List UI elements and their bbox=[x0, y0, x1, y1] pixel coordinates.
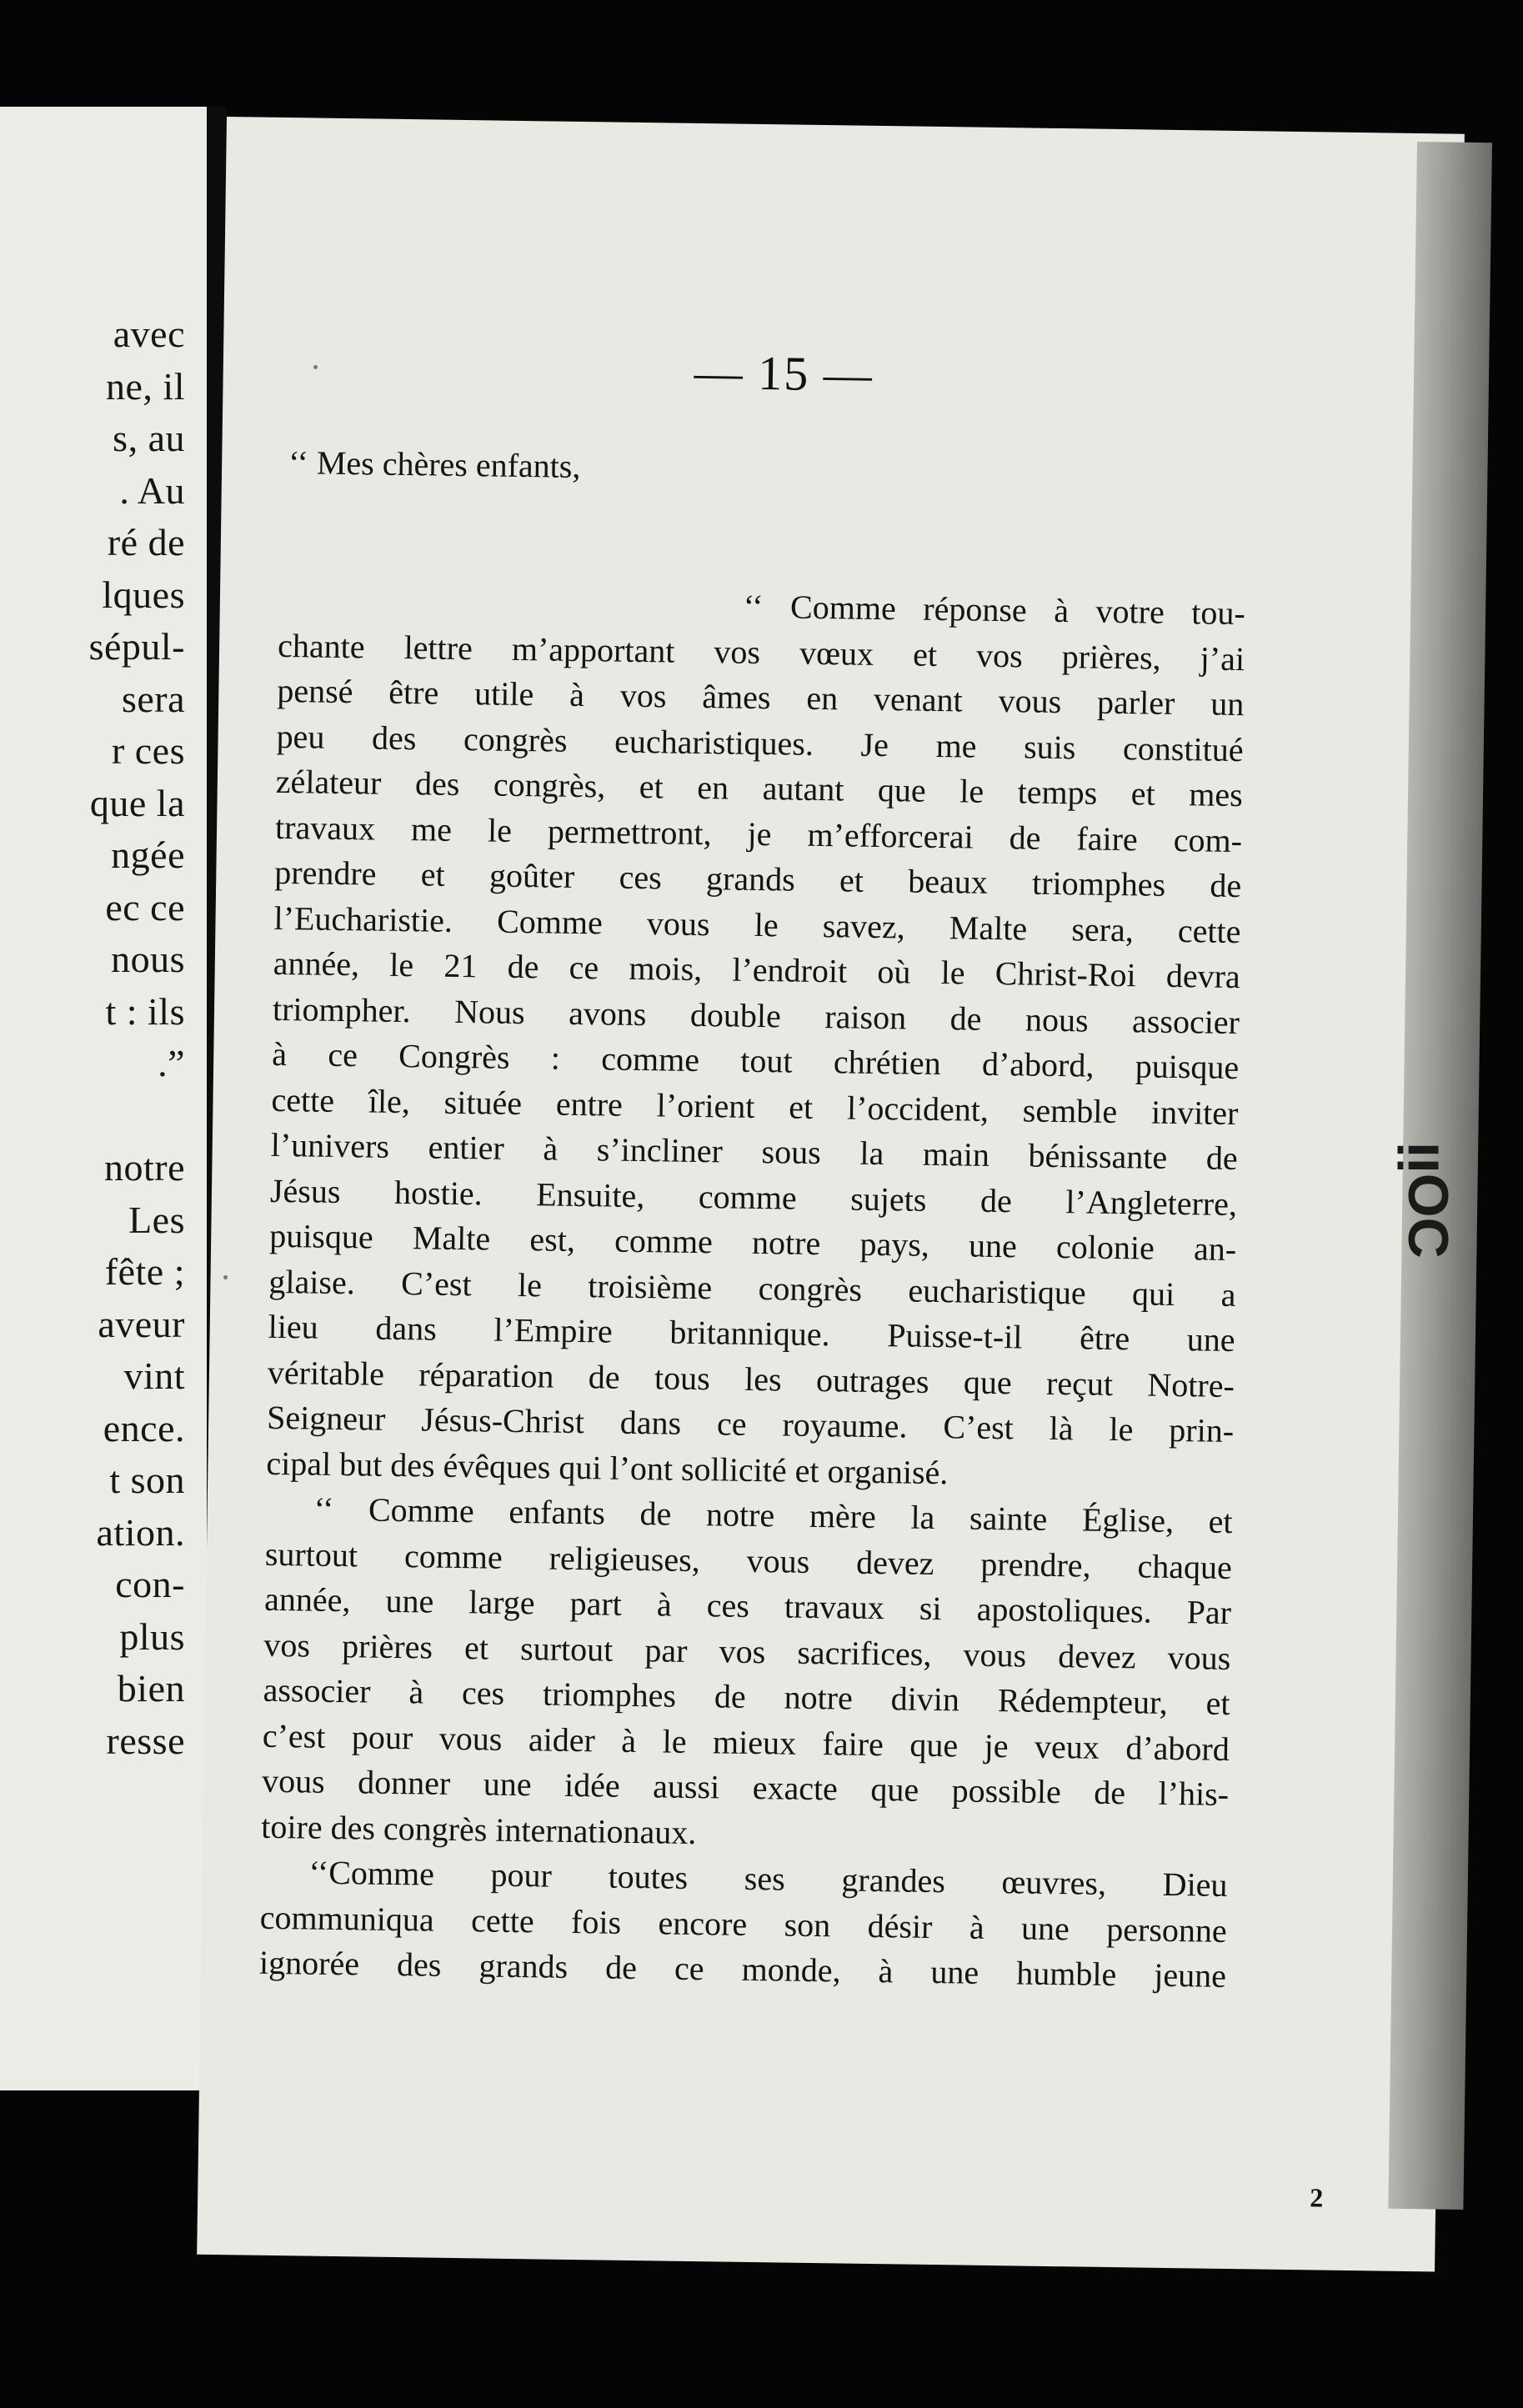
body-line: année, une large part à ces travaux si apostoliques. Par bbox=[263, 1579, 1232, 1631]
body-line: Jésus hostie. Ensuite, comme sujets de l’Angleterre, bbox=[269, 1171, 1238, 1223]
left-page-line: t son bbox=[109, 1459, 185, 1501]
edge-text: ᴉᴉOC bbox=[1396, 1142, 1460, 1259]
body-line: ignorée des grands de ce monde, à une humble jeune bbox=[258, 1943, 1227, 1995]
left-page-line: ne, il bbox=[106, 364, 185, 408]
body-line: vous donner une idée aussi exacte que possible de l’his- bbox=[261, 1761, 1230, 1813]
body-line: ‘‘ Comme réponse à votre tou- bbox=[743, 587, 1246, 633]
signature-mark: 2 bbox=[1310, 2182, 1324, 2213]
left-page-line: ré de bbox=[107, 521, 185, 563]
left-page bbox=[0, 107, 207, 2090]
left-page-line: r ces bbox=[111, 729, 185, 772]
left-page-line: fête ; bbox=[104, 1250, 185, 1293]
body-line: surtout comme religieuses, vous devez prendre, chaque bbox=[264, 1534, 1233, 1586]
left-page-line: t : ils bbox=[105, 989, 185, 1033]
left-page-line: ngée bbox=[111, 834, 185, 876]
body-line: année, le 21 de ce mois, l’endroit où le Christ-Roi devra bbox=[273, 944, 1241, 996]
body-line: toire des congrès internationaux. bbox=[261, 1807, 697, 1851]
body-line: peu des congrès eucharistiques. Je me suis constitué bbox=[276, 717, 1244, 768]
page-number: — 15 — bbox=[694, 344, 874, 402]
body-line: associer à ces triomphes de notre divin Rédempteur, et bbox=[263, 1670, 1230, 1722]
left-page-line: que la bbox=[89, 781, 185, 824]
body-line: à ce Congrès : comme tout chrétien d’abord, puisque bbox=[271, 1034, 1240, 1087]
body-line: pensé être utile à vos âmes en venant vous parler un bbox=[277, 671, 1245, 723]
speck bbox=[313, 365, 318, 369]
left-page-line: lques bbox=[102, 573, 185, 616]
body-line: communiqua cette fois encore son désir à une personne bbox=[259, 1898, 1228, 1950]
body-line: ‘‘Comme pour toutes ses grandes œuvres, Dieu bbox=[308, 1853, 1228, 1904]
left-page-line: ation. bbox=[96, 1510, 185, 1554]
body-line: glaise. C’est le troisième congrès eucharistique qui a bbox=[268, 1262, 1236, 1314]
left-page-line: s, au bbox=[113, 417, 185, 459]
body-line: l’univers entier à s’incliner sous la main bénissante de bbox=[270, 1125, 1238, 1178]
salutation: ‘‘ Mes chères enfants, bbox=[288, 443, 581, 485]
body-line: Seigneur Jésus-Christ dans ce royaume. C’est là le prin- bbox=[266, 1398, 1235, 1450]
body-line: cipal but des évêques qui l’ont sollicité et organisé. bbox=[266, 1444, 949, 1491]
left-page-line: nous bbox=[111, 938, 185, 980]
left-page-line: .” bbox=[158, 1042, 185, 1084]
body-line: triompher. Nous avons double raison de nous associer bbox=[272, 989, 1240, 1041]
speck bbox=[223, 1275, 228, 1279]
left-page-line: resse bbox=[106, 1719, 185, 1762]
body-line: puisque Malte est, comme notre pays, une colonie an- bbox=[268, 1216, 1237, 1269]
body-line: l’Eucharistie. Comme vous le savez, Malte sera, cette bbox=[273, 899, 1241, 950]
left-page-line: aveur bbox=[98, 1302, 185, 1345]
left-page-line: plus bbox=[119, 1615, 185, 1658]
left-page-line: sépul- bbox=[88, 625, 185, 668]
body-line: chante lettre m’apportant vos vœux et vos prières, j’ai bbox=[277, 626, 1245, 678]
left-page-line: bien bbox=[117, 1667, 185, 1710]
left-page-line: notre bbox=[103, 1146, 185, 1189]
body-line: c’est pour vous aider à le mieux faire que je veux d’abord bbox=[262, 1716, 1230, 1768]
left-page-line: avec bbox=[113, 313, 185, 355]
left-page-line: con- bbox=[115, 1563, 185, 1605]
body-line: ‘‘ Comme enfants de notre mère la sainte Église, et bbox=[313, 1489, 1233, 1541]
body-line: vos prières et surtout par vos sacrifices, vous devez vous bbox=[263, 1625, 1231, 1677]
body-line: lieu dans l’Empire britannique. Puisse-t-il être une bbox=[268, 1307, 1235, 1359]
body-line: travaux me le permettront, je m’efforcerai de faire com- bbox=[274, 808, 1243, 859]
body-line: véritable réparation de tous les outrages que reçut Notre- bbox=[267, 1353, 1235, 1404]
left-page-line: ence. bbox=[103, 1406, 185, 1449]
left-page-line: . Au bbox=[119, 468, 185, 512]
body-line: cette île, située entre l’orient et l’occident, semble inviter bbox=[271, 1080, 1239, 1132]
body-line: zélateur des congrès, et en autant que le temps et mes bbox=[275, 762, 1244, 814]
left-page-line: ec ce bbox=[105, 885, 185, 929]
right-page bbox=[197, 117, 1465, 2271]
body-line: prendre et goûter ces grands et beaux triomphes de bbox=[274, 853, 1242, 905]
left-page-line: sera bbox=[121, 677, 185, 720]
left-page-line: vint bbox=[123, 1354, 185, 1397]
left-page-line: Les bbox=[128, 1198, 185, 1241]
